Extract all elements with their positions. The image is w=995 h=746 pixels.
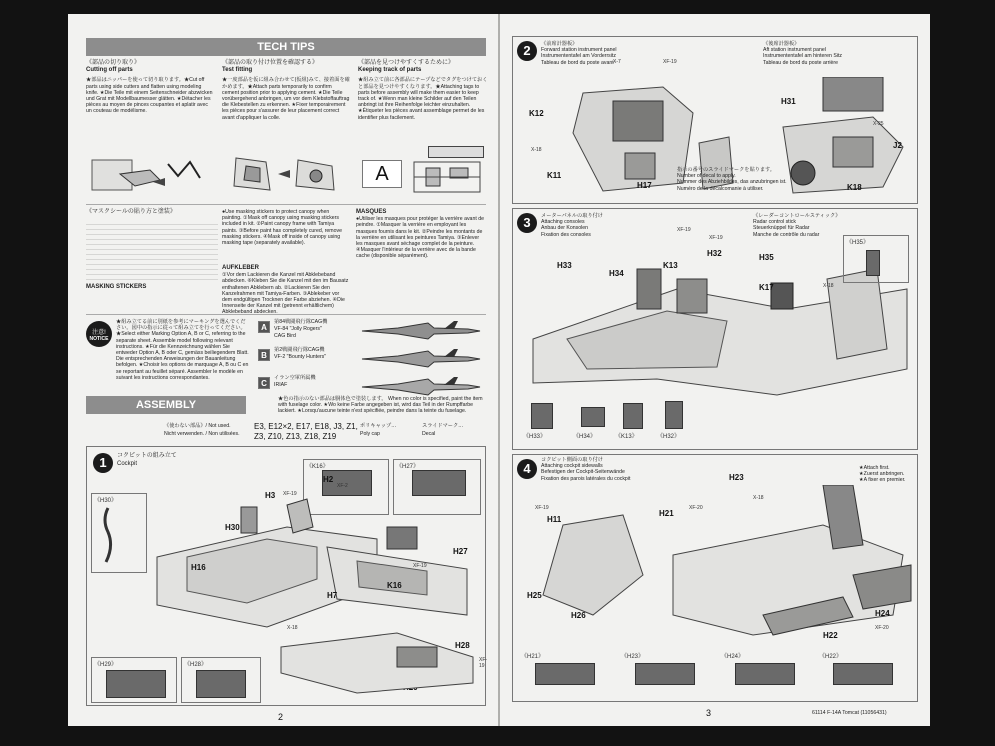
tip-track-jp: 《部品を見つけやすくするために》: [358, 60, 455, 66]
tip-track-body: ★組み立て前に各部品にテープなどでタグをつけておくと部品を見つけやすくなります。★Attaching tags to parts before assembly will make them easier to keep track of. ★Wenn man kleine Schilder auf den Teilen anbringt ist ihre Reihenfolge leichter einzuhalten. ★Étiqueter les pièces avant assemblage permet de les identifier plus facilement.: [358, 77, 488, 121]
step-2-aft-jp: 《後席計器板》: [763, 41, 800, 47]
option-b-name: VF-2 "Bounty Hunters": [274, 354, 327, 360]
masking-de-text: ①Vor dem Lackieren die Kanzel mit Abklebeband abdecken. ⑥Kleben Sie die Kanzel mit den im Bausatz enthaltenen Abklebern ab. ②Lackieren Sie den Kanzelrahmen mit Tamiya-Farben. ③Ablekeber vor dem endgültigen Trocknen der Farbe abziehen. ④Die Innenseite der Kanzel mit (getrennt erhältlichem) Abklebeband abdecken.: [222, 272, 349, 316]
color-callout-1: XF-19: [283, 491, 297, 497]
page-number-left: 2: [278, 712, 284, 722]
step-4-color-1: XF-19: [535, 505, 549, 511]
tip-cutting-jp: 《部品の切り取り》: [86, 60, 141, 66]
step-3-number: 3: [517, 213, 537, 233]
option-a-name: VF-84 "Jolly Rogers": [274, 326, 322, 332]
subview-h34: [573, 401, 615, 447]
subview-h27-label: 《H27》: [396, 464, 420, 470]
part-label-h33: H33: [557, 261, 572, 270]
instruction-page-left: [68, 14, 498, 726]
step-4-title: [541, 457, 691, 482]
subview-h24: [721, 651, 817, 701]
step-4-panel: [512, 454, 918, 702]
step-2-color-3: X-18: [531, 147, 542, 153]
tip-cutting-body: ★部品はニッパーを使って切り取ります。★Cut off parts using side cutters and flatten using modeling knife. ★Die Teile mit einem Seitenschneider abzwicken und Grat mit Modellbaumesser glätten. ★Détacher les pièces au moyen de pinces coupantes et aplatir avec un couteau de modélisme.: [86, 77, 213, 115]
subview-k16-label: 《K16》: [306, 464, 329, 470]
marking-options: [258, 319, 486, 399]
marking-option-a: [258, 319, 486, 343]
part-label-k12: K12: [529, 109, 544, 118]
option-a-jp: 第84戦闘飛行隊CAG機: [274, 319, 328, 325]
masking-jp-text: [86, 220, 218, 280]
poly-cap-label: Poly cap: [360, 431, 380, 437]
attach-first-fr: ★A fixer en premier.: [859, 477, 906, 484]
cockpit-tub-drawing: [147, 487, 477, 637]
subview-h34-label: 《H34》: [573, 434, 597, 440]
tip-cutting-title: Cutting off parts: [86, 67, 133, 74]
unused-parts-line-1: E3, E12×2, E17, E18, J3, Z1,: [254, 422, 358, 431]
masking-jp-title: 《マスクシールの貼り方と塗装》: [86, 209, 176, 215]
part-label-k11: K11: [547, 171, 562, 180]
option-a-sub: CAG Bird: [274, 333, 296, 339]
step-2-aft-title: [763, 41, 883, 66]
attach-first-note: [859, 465, 915, 484]
step-2-panel: [512, 36, 918, 204]
step-2-aft-fr: Tableau de bord du poste arrière: [763, 59, 838, 66]
parts-tag-illustration: [428, 146, 484, 158]
test-fitting-illustration: [226, 152, 346, 196]
step-3-title: [541, 213, 671, 238]
color-callout-3: XF-2: [337, 483, 348, 489]
step-2-color-1: X-7: [613, 59, 621, 65]
tip-track-title: Keeping track of parts: [358, 67, 422, 74]
h34-drawing: [581, 407, 605, 427]
part-label-k17: K17: [759, 283, 774, 292]
subview-h24-label: 《H24》: [721, 654, 745, 660]
notice-section: [86, 314, 486, 400]
part-label-k16: K16: [387, 581, 402, 590]
h33-drawing: [531, 403, 553, 429]
subview-h28-label: 《H28》: [184, 662, 208, 668]
part-label-h17: H17: [637, 181, 652, 190]
option-letter-b: B: [258, 349, 270, 361]
h28-panel-drawing: [196, 670, 246, 698]
assembly-header: ASSEMBLY: [86, 396, 246, 414]
decal-label: Decal: [422, 431, 436, 437]
masking-fr: [356, 209, 486, 260]
h23-drawing: [635, 663, 695, 685]
option-b-jp: 第2戦闘飛行隊CAG機: [274, 347, 325, 353]
tag-letter-box: A: [362, 160, 402, 188]
masking-fr-text: ●Utiliser les masques pour protéger la verrière avant de peindre. ①Masquer la verrière en employant les masques fournis dans le kit. ②Peindre les montants de la verrière en utilisant les peintures Tamiya. ③Enlever les masques avant séchage complet de la peinture. ④Masquer l'intérieur de la verrière avec de la bande cache (disponible séparément).: [356, 216, 484, 260]
color-callout-5: XF-19: [479, 657, 488, 669]
option-c-jp: イラン空軍所属機: [274, 375, 316, 381]
not-used-label: 《使わない部品》/ Not used.: [164, 423, 231, 429]
masking-stickers-section: [86, 204, 486, 314]
step-1-title-jp: コクピットの組み立て: [117, 453, 177, 459]
step-2-forward-fr: Tableau de bord du poste avant: [541, 59, 614, 66]
cutting-illustration: [90, 152, 210, 196]
step-4-color-3: X-18: [753, 495, 764, 501]
subview-h23: [621, 651, 717, 701]
decal-note-de: Nummer des Abziehbildes, das anzubringen ist.: [677, 179, 787, 186]
masking-de: [222, 265, 350, 316]
decal-note-en: Number of decal to apply.: [677, 173, 736, 180]
h21-drawing: [535, 663, 595, 685]
tip-fitting-jp: 《部品の取り付け位置を確認する》: [222, 60, 319, 66]
notice-badge: [86, 321, 112, 347]
masking-fr-title: MASQUES: [356, 209, 387, 215]
masking-de-title: AUFKLEBER: [222, 265, 259, 271]
part-label-h34: H34: [609, 269, 624, 278]
step-2-number: 2: [517, 41, 537, 61]
step-1-title-en: Cockpit: [117, 461, 138, 467]
step-4-title-en: Attaching cockpit sidewalls: [541, 463, 603, 470]
step-3-title-jp: メーターパネルの取り付け: [541, 213, 603, 219]
part-label-j2: J2: [893, 141, 902, 150]
step-3-title-en: Attaching consoles: [541, 219, 585, 226]
instruction-page-right: [500, 14, 930, 726]
page-footer-code: 61114 F-14A Tomcat (11056431): [812, 710, 887, 716]
step-2-color-2: XF-19: [663, 59, 677, 65]
step-3-subview-row: [519, 401, 699, 447]
subview-h35: [843, 235, 909, 283]
marking-option-b: [258, 347, 486, 371]
step-4-number: 4: [517, 459, 537, 479]
notice-badge-en: NOTICE: [89, 336, 109, 342]
subview-k13: [615, 401, 657, 447]
part-label-k18: K18: [847, 183, 862, 192]
part-label-h3: H3: [265, 491, 276, 500]
subview-h35-label: 《H35》: [846, 240, 870, 246]
step-4-title-de: Befestigen der Cockpit-Seitenwände: [541, 469, 625, 476]
part-label-h21: H21: [659, 509, 674, 518]
color-callout-2: X-18: [287, 625, 298, 631]
part-label-h24: H24: [875, 609, 890, 618]
tip-fitting-title: Test fitting: [222, 67, 253, 74]
subview-h30: [91, 493, 147, 573]
h22-drawing: [833, 663, 893, 685]
part-label-h35: H35: [759, 253, 774, 262]
subview-h21-label: 《H21》: [521, 654, 545, 660]
radar-stick-en: Radar control stick: [753, 219, 796, 226]
attach-first-en: ★Attach first.: [859, 465, 890, 471]
tomcat-silhouette-a: [358, 319, 484, 343]
part-label-h28: H28: [455, 641, 470, 650]
cockpit-sidewall-drawing: [523, 485, 913, 645]
decal-jp: スライドマーク…: [422, 423, 464, 429]
masking-en-text: ●Use masking stickers to protect canopy when painting. ①Mask off canopy using masking stickers included in kit. ②Paint canopy frame with Tamiya paints. ③Before paint has completely cured, remove masking stickers. ④Mask off inside of canopy using masking tape (separately available).: [222, 209, 342, 247]
step-1-number: 1: [93, 453, 113, 473]
subview-h30-label: 《H30》: [94, 498, 118, 504]
radar-stick-fr: Manche de contrôle du radar: [753, 231, 820, 238]
step-2-aft-de: Instrumententafel am hinteren Sitz: [763, 53, 843, 60]
subview-h21: [521, 651, 617, 701]
step-2-forward-de: Instrumententafel am Vorderrsitz: [541, 53, 616, 60]
masking-col-1: [86, 209, 218, 291]
tip-test-fitting: [222, 60, 350, 200]
part-label-h30: H30: [225, 523, 240, 532]
h24-drawing: [735, 663, 795, 685]
masking-en-title: MASKING STICKERS: [86, 284, 147, 291]
step-4-subview-row: [517, 651, 917, 701]
not-used-parts: [164, 421, 486, 445]
decal-note-fr: Numéro de la décalcomanie à utiliser.: [677, 185, 764, 192]
part-label-h11: H11: [547, 515, 562, 524]
part-label-h26: H26: [571, 611, 586, 620]
part-label-h32: H32: [707, 249, 722, 258]
step-2-forward-title: [541, 41, 671, 66]
h29-panel-drawing: [106, 670, 166, 698]
option-letter-a: A: [258, 321, 270, 333]
subview-h33: [523, 401, 565, 447]
step-3-title-fr: Fixation des consoles: [541, 231, 591, 238]
unused-parts-line-2: Z3, Z10, Z13, Z18, Z19: [254, 432, 337, 441]
h35-stick-drawing: [866, 250, 880, 276]
step-4-title-fr: Fixation des parois latérales du cockpit: [541, 475, 631, 482]
option-letter-c: C: [258, 377, 270, 389]
color-note: ★色の指示のない部品は胴体色で塗装します。 When no color is specified, paint the item with fuselage color. ★Wo keine Farbe angegeben ist, wird das Teil in der Rumpffarbe lackiert. ★Lorsqu'aucune teinte n'est spécifiée, peindre dans la teinte du fuselage.: [278, 396, 483, 415]
tip-fitting-body: ★一度部品を仮に組み合わせて(仮組)みて、接着面を確かめます。★Attach parts temporarily to confirm cement position prior to applying cement. ★Die Teile vorübergehend anbringen, um vor dem Klebstoffauftrag die Klebestellen zu erkennen. ★Fixer temporairement les pièces pour s'assurer de leur placement correct avant d'appliquer la colle.: [222, 77, 350, 121]
k13-drawing: [623, 403, 643, 429]
step-2-forward-en: Forward station instrument panel: [541, 47, 617, 54]
radar-stick-jp: 《レーダーコントロールスティック》: [753, 213, 841, 219]
notice-badge-jp: 注意!: [92, 330, 106, 336]
step-2-forward-jp: 《前席計器板》: [541, 41, 578, 47]
part-label-h27: H27: [453, 547, 468, 556]
sprue-illustration: [412, 160, 482, 196]
step-3-color-1: XF-19: [677, 227, 691, 233]
step-2-aft-en: Aft station instrument panel: [763, 47, 826, 54]
subview-h22: [819, 651, 915, 701]
step-4-title-jp: コクピット側面の取り付け: [541, 457, 604, 463]
tech-tips-header: TECH TIPS: [86, 38, 486, 56]
subview-h32: [657, 401, 699, 447]
tip-keeping-track: [358, 60, 488, 200]
subview-h33-label: 《H33》: [523, 434, 547, 440]
radar-stick-de: Steuerknüppel für Radar: [753, 225, 810, 232]
color-callout-4: XF-19: [413, 563, 427, 569]
subview-h23-label: 《H23》: [621, 654, 645, 660]
h32-drawing: [665, 401, 683, 429]
step-3-color-2: XF-19: [709, 235, 723, 241]
part-label-h22: H22: [823, 631, 838, 640]
part-label-h2: H2: [323, 475, 334, 484]
part-label-h31: H31: [781, 97, 796, 106]
step-1-panel: [86, 446, 486, 706]
subview-h28: [181, 657, 261, 703]
step-3-panel: [512, 208, 918, 450]
subview-h32-label: 《H32》: [657, 434, 681, 440]
page-number-right: 3: [706, 708, 712, 718]
subview-k13-label: 《K13》: [615, 434, 638, 440]
side-console-drawing: [277, 627, 477, 697]
subview-h22-label: 《H22》: [819, 654, 843, 660]
part-label-k13: K13: [663, 261, 678, 270]
attach-first-de: ★Zuerst anbringen.: [859, 471, 905, 478]
decal-note-jp: 指示の番号のスライドマークを貼ります。: [677, 167, 775, 173]
tip-cutting: [86, 60, 214, 200]
not-used-label-2: Nicht verwenden. / Non utilisées.: [164, 431, 240, 437]
h30-lever-drawing: [98, 506, 118, 566]
step-3-title-de: Anbau der Konsolen: [541, 225, 589, 232]
part-label-h16: H16: [191, 563, 206, 572]
notice-body: ★組み立てる前に別紙を参考にマーキングを選んでください。図中の指示に従って組み立てを行ってください。★Select either Marking Option A, B or C, referring to the separate sheet. Assemble model following relevant instructions. ★Für die Kennzeichnung wählen Sie entweder Option A, B oder C, gemäss beiliegendem Blatt. Die entsprechenden Anweisungen der Bauanleitung befolgen. ★Choisir les options de marquage A, B ou C en se reportant au feuillet séparé. Assembler le modèle en suivant les instructions correspondantes.: [116, 319, 249, 381]
tomcat-silhouette-b: [358, 347, 484, 371]
poly-cap-jp: ポリキャップ…: [360, 423, 397, 429]
step-2-color-4: X-25: [873, 121, 884, 127]
step-3-color-3: X-18: [823, 283, 834, 289]
part-label-h23: H23: [729, 473, 744, 482]
part-label-h25: H25: [527, 591, 542, 600]
part-label-h7: H7: [327, 591, 338, 600]
step-4-color-2: XF-20: [689, 505, 703, 511]
option-c-name: IRIAF: [274, 382, 288, 388]
subview-h29: [91, 657, 177, 703]
decal-note: [677, 167, 797, 192]
step-4-color-4: XF-20: [875, 625, 889, 631]
subview-h29-label: 《H29》: [94, 662, 118, 668]
